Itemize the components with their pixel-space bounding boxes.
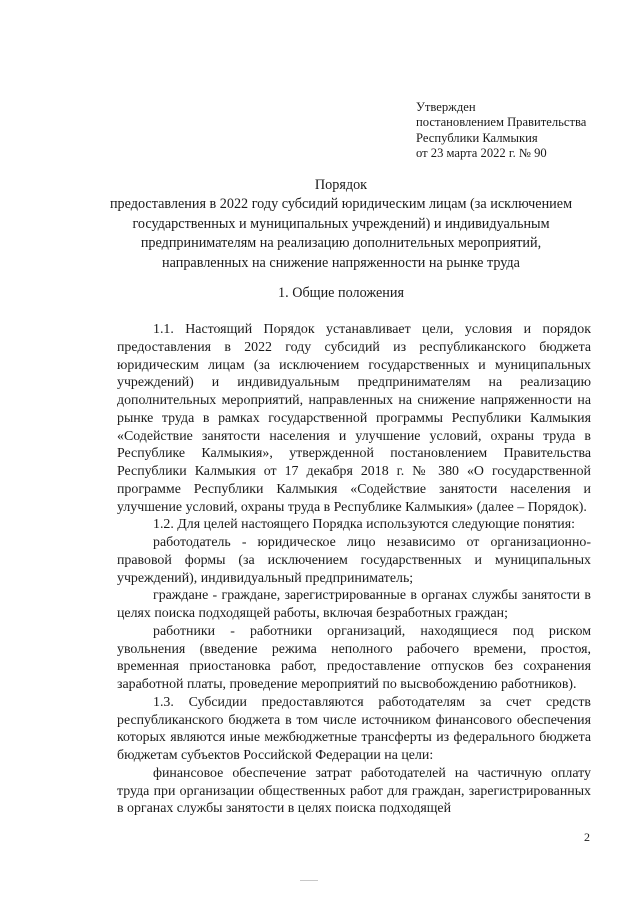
paragraph-1-2: 1.2. Для целей настоящего Порядка используются следующие понятия: <box>153 517 575 533</box>
section-heading: 1. Общие положения <box>278 285 404 301</box>
approval-line: Утвержден <box>416 100 476 114</box>
paragraph-financing: финансовое обеспечение затрат работодателей на частичную оплату труда при организации общественных работ для граждан, зарегистрированных в органах службы занятости в целях поиска подходящей <box>117 765 591 817</box>
approval-stamp <box>416 100 586 162</box>
page-number: 2 <box>584 830 590 844</box>
paragraph-1-1: 1.1. Настоящий Порядок устанавливает цели, условия и порядок предоставления в 2022 году субсидий из республиканского бюджета юридическим лицам (за исключением государственных и муниципальных учреждений) и индивидуальным предпринимателям на реализацию дополнительных мероприятий, направленных на снижение напряженности на рынке труда в рамках государственной программы Республики Калмыкия «Содействие занятости населения и улучшение условий, охраны труда в Республике Калмыкия», утвержденной постановлением Правительства Республики Калмыкия от 17 декабря 2018 г. № 380 «О государственной программе Республики Калмыкия «Содействие занятости населения и улучшение условий, охраны труда в Республике Калмыкия» (далее – Порядок). <box>117 322 591 515</box>
title-line: направленных на снижение напряженности на рынке труда <box>162 254 520 271</box>
document-title <box>100 176 582 273</box>
title-line: предоставления в 2022 году субсидий юридическим лицам (за исключением <box>109 196 573 213</box>
title-line: государственных и муниципальных учреждений) и индивидуальным <box>132 215 550 232</box>
title-heading: Порядок <box>314 177 368 193</box>
definition-citizens: граждане - граждане, зарегистрированные в органах службы занятости в целях поиска подходящей работы, включая безработных граждан; <box>117 588 591 621</box>
definition-workers: работники - работники организаций, находящиеся под риском увольнения (введение режима неполного рабочего времени, простоя, временная приостановка работ, предоставление отпусков без сохранения заработной платы, проведение мероприятий по высвобождению работников). <box>117 623 591 692</box>
approval-date-line: от 23 марта 2022 г. № 90 <box>416 146 547 161</box>
approval-line: Республики Калмыкия <box>416 130 538 145</box>
scan-artifact <box>300 880 318 881</box>
approval-line: постановлением Правительства <box>416 115 587 130</box>
document-body <box>117 321 591 818</box>
title-line: предпринимателям на реализацию дополнительных мероприятий, <box>140 235 542 252</box>
paragraph-1-3: 1.3. Субсидии предоставляются работодателям за счет средств республиканского бюджета в том числе источником финансового обеспечения которых являются иные межбюджетные трансферты из федерального бюджета бюджетам субъектов Российской Федерации на цели: <box>117 694 591 763</box>
definition-employer: работодатель - юридическое лицо независимо от организационно-правовой формы (за исключением государственных и муниципальных учреждений), индивидуальный предприниматель; <box>117 535 591 586</box>
